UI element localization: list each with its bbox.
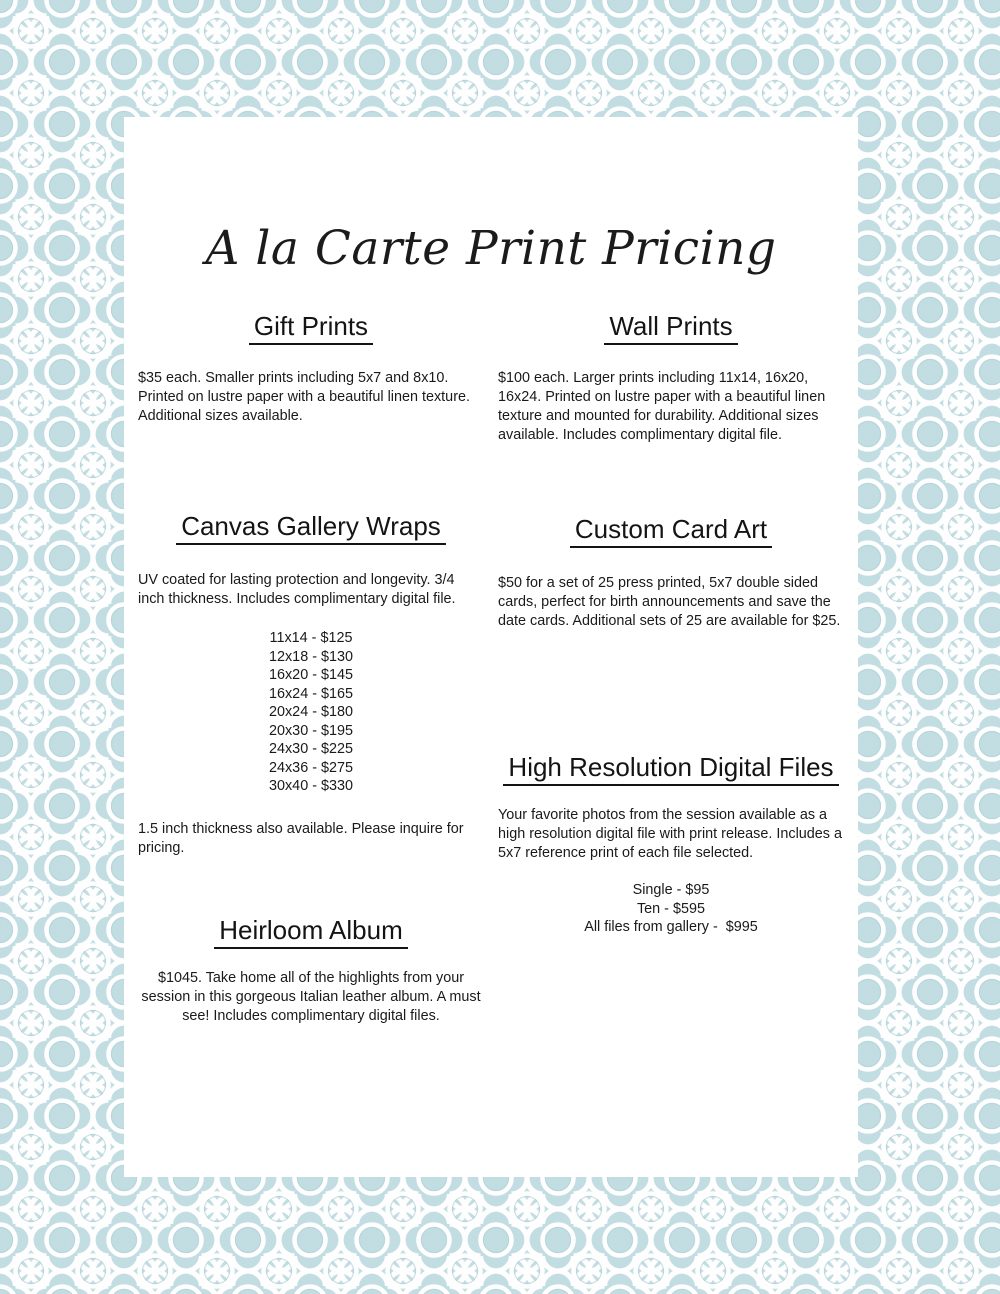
right-column — [498, 312, 844, 937]
price-list-item: 24x36 - $275 — [268, 759, 353, 776]
section-heading-text: Custom Card Art — [570, 515, 772, 548]
section-footnote-canvas-gallery-wraps: 1.5 inch thickness also available. Please inquire for pricing. — [138, 820, 464, 856]
section-heading-gift-prints — [138, 312, 484, 345]
price-list-digital-files — [498, 881, 844, 937]
section-custom-card-art — [498, 515, 844, 631]
price-list-item: All files from gallery - $995 — [584, 919, 758, 936]
section-gift-prints — [138, 312, 484, 426]
price-list-item: Ten - $595 — [636, 900, 705, 917]
section-heading-heirloom-album — [138, 916, 484, 949]
section-body-heirloom-album: $1045. Take home all of the highlights from your session in this gorgeous Italian leather album. A must see! Includes complimentary digital files. — [141, 969, 481, 1024]
section-heading-high-resolution-digital-files — [498, 753, 844, 786]
section-body-wall-prints: $100 each. Larger prints including 11x14, 16x20, 16x24. Printed on lustre paper with a beautiful linen texture and mounted for durability. Additional sizes available. Includes complimentary digital file. — [498, 370, 826, 444]
section-body-custom-card-art: $50 for a set of 25 press printed, 5x7 double sided cards, perfect for birth announcements and save the date cards. Additional sets of 25 are available for $25. — [498, 575, 841, 630]
section-body-canvas-gallery-wraps: UV coated for lasting protection and longevity. 3/4 inch thickness. Includes complimentary digital file. — [138, 572, 456, 608]
price-list-item: 30x40 - $330 — [268, 778, 353, 795]
price-list-item: 20x24 - $180 — [268, 704, 353, 721]
section-heading-text: High Resolution Digital Files — [503, 753, 838, 786]
section-heading-text: Heirloom Album — [214, 916, 408, 949]
section-heading-text: Gift Prints — [249, 312, 373, 345]
price-list-item: 24x30 - $225 — [268, 741, 353, 758]
section-heading-canvas-gallery-wraps — [138, 512, 484, 545]
left-column — [138, 312, 484, 1026]
price-list-item: 16x20 - $145 — [268, 667, 353, 684]
price-list-item: 16x24 - $165 — [268, 685, 353, 702]
price-list-item: 11x14 - $125 — [269, 630, 353, 647]
page-title: A la Carte Print Pricing — [205, 221, 777, 276]
section-wall-prints — [498, 312, 844, 445]
section-heirloom-album — [138, 916, 484, 1026]
section-body-high-resolution-digital-files: Your favorite photos from the session available as a high resolution digital file with print release. Includes a 5x7 reference print of each file selected. — [498, 807, 842, 862]
section-canvas-gallery-wraps — [138, 512, 484, 858]
section-heading-wall-prints — [498, 312, 844, 345]
price-list-canvas-wraps — [138, 629, 484, 796]
content-card — [124, 117, 858, 1177]
section-heading-text: Canvas Gallery Wraps — [176, 512, 446, 545]
section-body-gift-prints: $35 each. Smaller prints including 5x7 and 8x10. Printed on lustre paper with a beautiful linen texture. Additional sizes available. — [138, 370, 470, 425]
section-heading-custom-card-art — [498, 515, 844, 548]
price-list-item: Single - $95 — [632, 882, 710, 899]
price-list-item: 12x18 - $130 — [268, 648, 353, 665]
price-list-item: 20x30 - $195 — [268, 722, 353, 739]
section-heading-text: Wall Prints — [604, 312, 737, 345]
section-high-resolution-digital-files — [498, 753, 844, 937]
